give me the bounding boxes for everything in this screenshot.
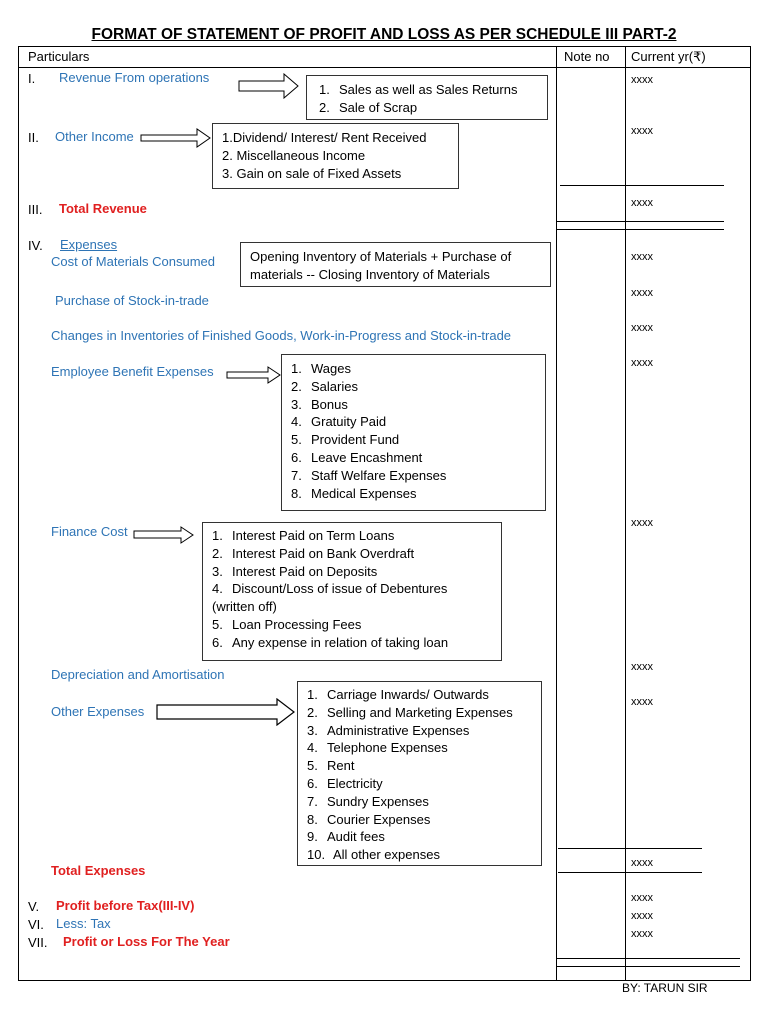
list-item: 6. Leave Encashment — [291, 449, 423, 465]
list-item: 3. Gain on sale of Fixed Assets — [222, 165, 402, 181]
employee-benefit-label: Employee Benefit Expenses — [51, 364, 214, 379]
list-item: 9. Audit fees — [307, 829, 385, 845]
list-item: 6. Any expense in relation of taking loan — [212, 634, 449, 650]
list-item: 5. Rent — [307, 758, 355, 774]
other-income-detail-box — [212, 123, 459, 189]
total-line — [560, 185, 724, 186]
list-item: 2. Interest Paid on Bank Overdraft — [212, 545, 415, 561]
total-line — [556, 221, 724, 222]
profit-before-tax-label: Profit before Tax(III-IV) — [56, 898, 195, 913]
materials-detail-box — [240, 242, 551, 287]
box-text-line: Opening Inventory of Materials + Purchase of — [250, 249, 512, 264]
arrow-right-icon — [156, 698, 296, 726]
numeral-i: I. — [28, 71, 36, 86]
list-item: 5. Loan Processing Fees — [212, 616, 362, 632]
amount-total-revenue: xxxx — [631, 197, 653, 209]
list-item: 1. Wages — [291, 361, 351, 376]
list-item: 7. Staff Welfare Expenses — [291, 467, 447, 483]
list-item: 4. Telephone Expenses — [307, 740, 448, 756]
arrow-right-icon — [140, 128, 212, 148]
amount-revenue-ops: xxxx — [631, 74, 653, 86]
finance-cost-label: Finance Cost — [51, 524, 128, 539]
header-particulars: Particulars — [28, 49, 90, 64]
expenses-heading: Expenses — [60, 237, 118, 252]
author-credit: BY: TARUN SIR — [622, 981, 708, 995]
page-title: FORMAT OF STATEMENT OF PROFIT AND LOSS AS PER SCHEDULE III PART-2 — [91, 26, 677, 43]
amount-purchase-stock: xxxx — [631, 287, 653, 299]
amount-employee-benefit: xxxx — [631, 357, 653, 369]
header-current-yr: Current yr(₹) — [631, 49, 706, 64]
list-item: 7. Sundry Expenses — [307, 793, 429, 809]
list-item: 1. Sales as well as Sales Returns — [319, 82, 518, 97]
amount-tax: xxxx — [631, 910, 653, 922]
other-expenses-detail-box — [297, 681, 542, 866]
other-income-label: Other Income — [55, 129, 134, 144]
total-line — [556, 229, 724, 230]
finance-detail-box — [202, 522, 502, 661]
purchase-stock-label: Purchase of Stock-in-trade — [55, 293, 209, 308]
amount-column-divider — [625, 46, 626, 981]
changes-inventories-label: Changes in Inventories of Finished Goods, Work-in-Progress and Stock-in-trade — [51, 328, 512, 343]
total-expenses-label: Total Expenses — [51, 863, 146, 878]
revenue-detail-box — [306, 75, 548, 120]
amount-profit-before-tax: xxxx — [631, 892, 653, 904]
amount-cost-materials: xxxx — [631, 251, 653, 263]
revenue-ops-label: Revenue From operations — [59, 70, 210, 85]
amount-total-expenses: xxxx — [631, 857, 653, 869]
amount-depreciation: xxxx — [631, 661, 653, 673]
arrow-right-icon — [133, 526, 195, 544]
amount-finance-cost: xxxx — [631, 517, 653, 529]
note-column-divider — [556, 46, 557, 981]
list-item: 3. Interest Paid on Deposits — [212, 563, 378, 579]
list-item: 2. Miscellaneous Income — [222, 147, 366, 163]
list-item: 1.Dividend/ Interest/ Rent Received — [222, 130, 427, 145]
list-item: 4. Discount/Loss of issue of Debentures — [212, 581, 448, 597]
numeral-ii: II. — [28, 130, 39, 145]
list-item: 2. Sale of Scrap — [319, 99, 418, 115]
list-item: 8. Medical Expenses — [291, 485, 417, 501]
amount-other-expenses: xxxx — [631, 696, 653, 708]
list-item: 8. Courier Expenses — [307, 811, 431, 827]
list-item: 5. Provident Fund — [291, 432, 400, 448]
list-item: 3. Administrative Expenses — [307, 722, 470, 738]
list-item: 10. All other expenses — [307, 847, 440, 863]
numeral-iv: IV. — [28, 238, 43, 253]
numeral-v: V. — [28, 899, 40, 914]
depreciation-label: Depreciation and Amortisation — [51, 667, 225, 682]
less-tax-label: Less: Tax — [56, 916, 111, 931]
numeral-vii: VII. — [28, 935, 48, 950]
amount-profit-loss: xxxx — [631, 928, 653, 940]
employee-detail-box — [281, 354, 546, 511]
arrow-right-icon — [238, 73, 300, 99]
total-revenue-label: Total Revenue — [59, 201, 147, 216]
list-item: 2. Selling and Marketing Expenses — [307, 704, 513, 720]
total-line — [556, 958, 740, 959]
arrow-right-icon — [226, 366, 282, 384]
header-divider — [18, 67, 751, 68]
list-item: 4. Gratuity Paid — [291, 414, 387, 430]
cost-materials-label: Cost of Materials Consumed — [51, 254, 216, 269]
amount-changes-inventories: xxxx — [631, 322, 653, 334]
list-item: 2. Salaries — [291, 378, 358, 394]
list-item: 3. Bonus — [291, 396, 348, 412]
total-line — [558, 872, 702, 873]
profit-loss-year-label: Profit or Loss For The Year — [63, 934, 230, 949]
total-line — [556, 966, 740, 967]
list-item: 1. Carriage Inwards/ Outwards — [307, 687, 489, 702]
total-line — [558, 848, 702, 849]
amount-other-income: xxxx — [631, 125, 653, 137]
list-item: 1. Interest Paid on Term Loans — [212, 528, 395, 543]
other-expenses-label: Other Expenses — [51, 704, 145, 719]
header-note-no: Note no — [564, 49, 610, 64]
list-item: (written off) — [212, 599, 277, 615]
list-item: 6. Electricity — [307, 775, 383, 791]
numeral-vi: VI. — [28, 917, 44, 932]
numeral-iii: III. — [28, 202, 43, 217]
box-text-line: materials -- Closing Inventory of Materials — [250, 266, 490, 282]
